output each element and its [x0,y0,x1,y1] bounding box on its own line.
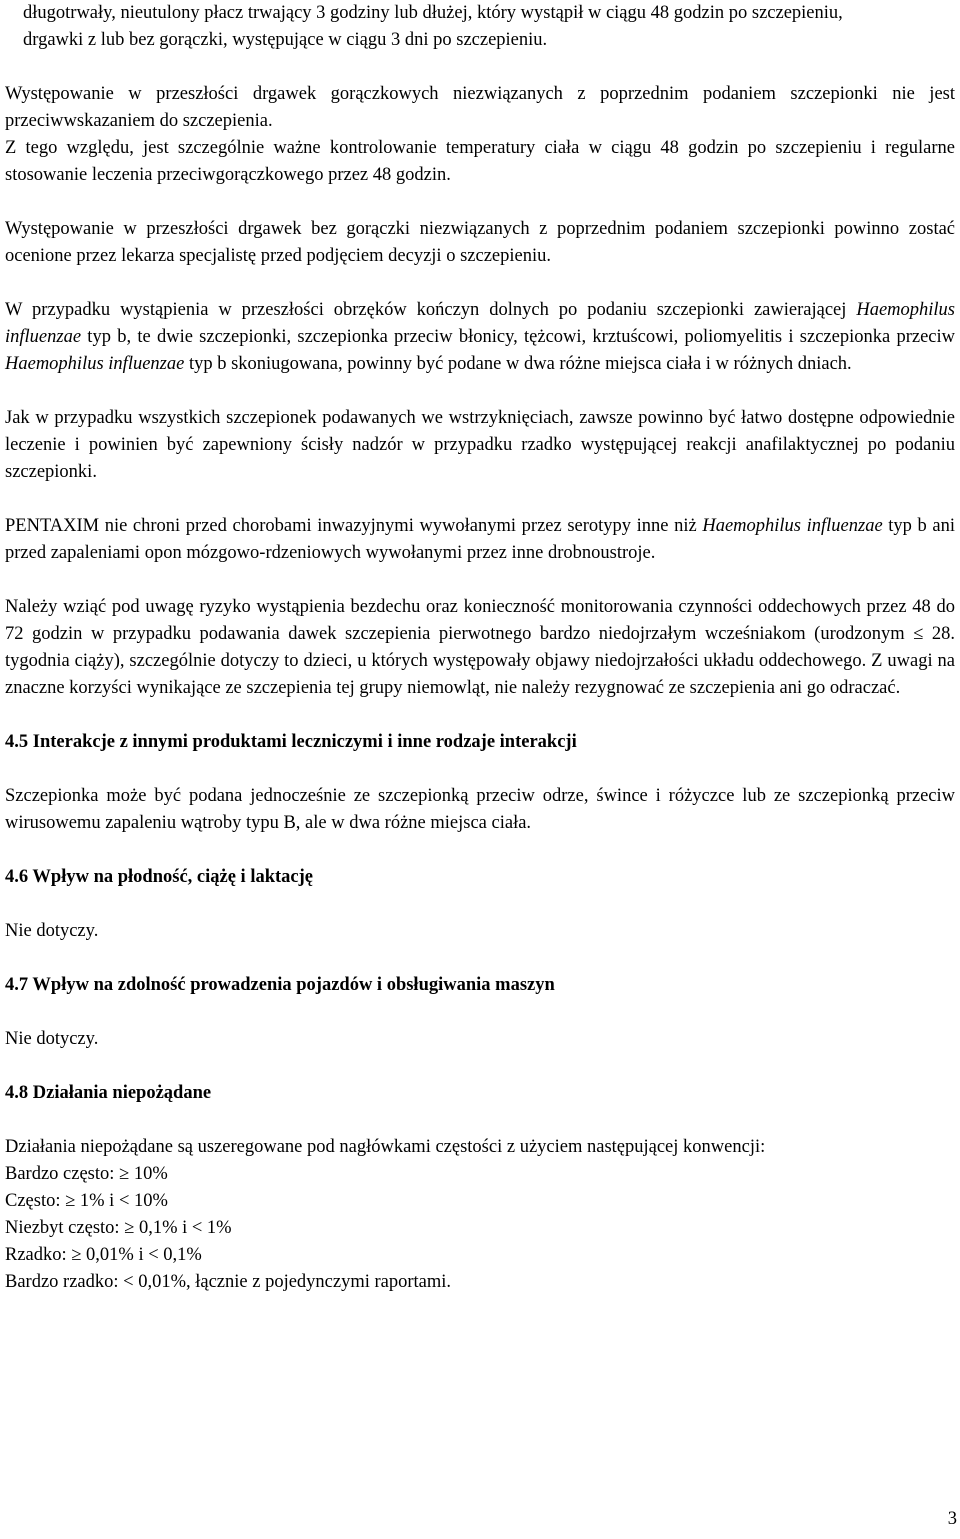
convention-line: Rzadko: ≥ 0,01% i < 0,1% [5,1245,202,1265]
paragraph-anaphylaxis: Jak w przypadku wszystkich szczepionek podawanych we wstrzyknięciach, zawsze powinno być łatwo dostępne odpowiednie leczenie i powinien być zapewniony ścisły nadzór w przypadku rzadko występującej reakcji anafilaktycznej po podaniu szczepionki. [5,408,955,482]
paragraph-pentaxim-protection: PENTAXIM nie chroni przed chorobami inwazyjnymi wywołanymi przez serotypy inne niż Haemophilus influenzae typ b ani przed zapaleniami opon mózgowo-rdzeniowych wywołanymi przez inne drobnoustroje. [5,516,956,563]
page-number: 3 [947,1509,957,1529]
document-page [5,0,955,1296]
bullet-marker [5,27,15,54]
section-heading-4-6: 4.6 Wpływ na płodność, ciążę i laktację [5,867,313,887]
paragraph-temperature-monitoring: Z tego względu, jest szczególnie ważne kontrolowanie temperatury ciała w ciągu 48 godzin po szczepieniu i regularne stosowanie leczenia przeciwgorączkowego przez 48 godzin. [5,138,955,185]
section-heading-4-5: 4.5 Interakcje z innymi produktami leczniczymi i inne rodzaje interakcji [5,732,577,752]
convention-intro: Działania niepożądane są uszeregowane pod nagłówkami częstości z użyciem następującej konwencji: [5,1137,766,1157]
organism-name: Haemophilus influenzae [5,354,185,374]
bullet-marker [5,0,15,27]
paragraph-not-applicable: Nie dotyczy. [5,1029,99,1049]
organism-name: Haemophilus influenzae [702,516,883,536]
organism-name: Haemophilus influenzae [5,300,955,347]
list-item-text: drgawki z lub bez gorączki, występujące w ciągu 3 dni po szczepieniu. [23,30,548,50]
frequency-convention [5,1134,955,1296]
convention-line: Bardzo często: ≥ 10% [5,1164,168,1184]
paragraph-febrile-seizures: Występowanie w przeszłości drgawek gorączkowych niezwiązanych z poprzednim podaniem szczepionki nie jest przeciwwskazaniem do szczepienia. [5,84,955,131]
section-heading-4-8: 4.8 Działania niepożądane [5,1083,212,1103]
list-item [5,27,955,54]
list-item [5,0,955,27]
contraindication-list [5,0,955,54]
paragraph-apnea-premature: Należy wziąć pod uwagę ryzyko wystąpienia bezdechu oraz konieczność monitorowania czynności oddechowych przez 48 do 72 godzin w przypadku podawania dawek szczepienia pierwotnego bardzo niedojrzałym wcześniakom (urodzonym ≤ 28. tygodnia ciąży), szczególnie dotyczy to dzieci, u których występowały objawy niedojrzałości układu oddechowego. Z uwagi na znaczne korzyści wynikające ze szczepienia tej grupy niemowląt, nie należy rezygnować ze szczepienia ani go odraczać. [5,597,955,698]
convention-line: Często: ≥ 1% i < 10% [5,1191,168,1211]
convention-line: Bardzo rzadko: < 0,01%, łącznie z pojedynczymi raportami. [5,1272,452,1292]
paragraph-not-applicable: Nie dotyczy. [5,921,99,941]
section-heading-4-7: 4.7 Wpływ na zdolność prowadzenia pojazdów i obsługiwania maszyn [5,975,555,995]
list-item-text: długotrwały, nieutulony płacz trwający 3 godziny lub dłużej, który wystąpił w ciągu 48 godzin po szczepieniu, [23,3,843,23]
paragraph-limb-edema: W przypadku wystąpienia w przeszłości obrzęków kończyn dolnych po podaniu szczepionki zawierającej Haemophilus influenzae typ b, te dwie szczepionki, szczepionka przeciw błonicy, tężcowi, krztuścowi, poliomyelitis i szczepionka przeciw Haemophilus influenzae typ b skoniugowana, powinny być podane w dwa różne miejsca ciała i w różnych dniach. [5,300,955,374]
convention-line: Niezbyt często: ≥ 0,1% i < 1% [5,1218,232,1238]
paragraph-afebrile-seizures: Występowanie w przeszłości drgawek bez gorączki niezwiązanych z poprzednim podaniem szczepionki powinno zostać ocenione przez lekarza specjalistę przed podjęciem decyzji o szczepieniu. [5,219,955,266]
paragraph-coadministration: Szczepionka może być podana jednocześnie ze szczepionką przeciw odrze, śwince i różyczce lub ze szczepionką przeciw wirusowemu zapaleniu wątroby typu B, ale w dwa różne miejsca ciała. [5,786,955,833]
